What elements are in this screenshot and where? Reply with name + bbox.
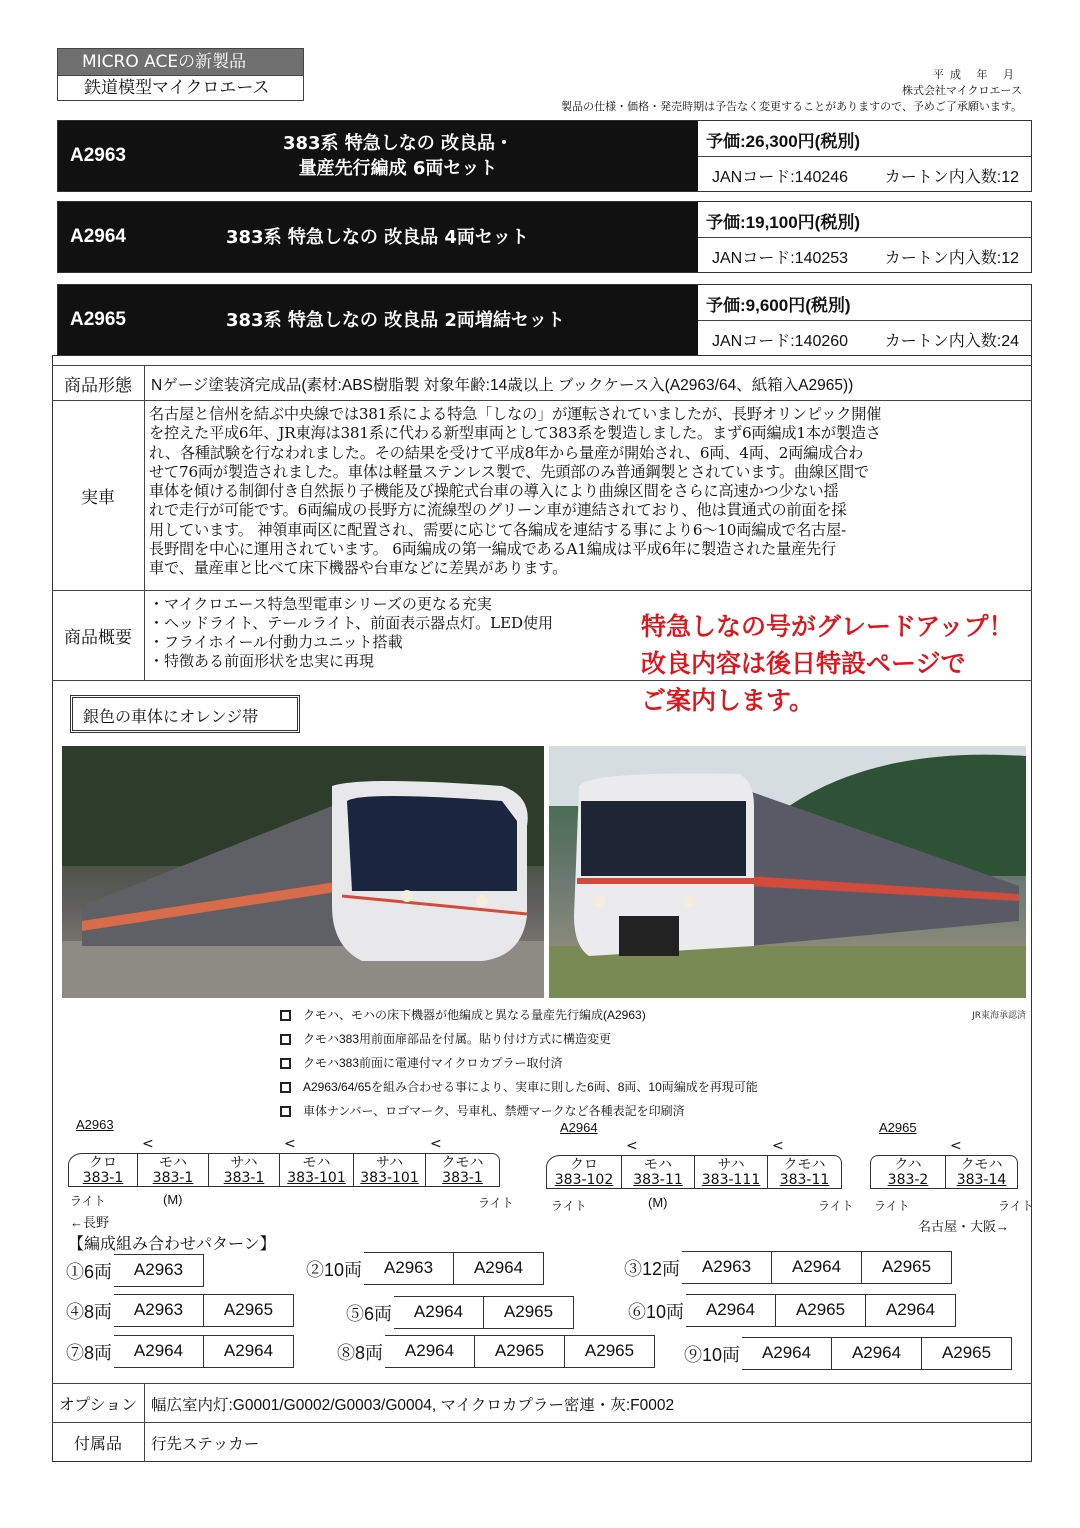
real-train-description	[145, 401, 1032, 590]
car-type: クモハ	[441, 1155, 484, 1171]
pattern-5	[346, 1296, 574, 1329]
product-code: A2965	[70, 309, 126, 330]
pattern-set: A2964	[742, 1337, 832, 1370]
light-label: ライト	[874, 1199, 910, 1213]
product-name-line2: 量産先行編成 6両セット	[298, 158, 498, 179]
desc-line: 車で、量産車と比べて床下機器や台車などに差異があります。	[149, 559, 568, 578]
value-options: 幅広室内灯:G0001/G0002/G0003/G0004, マイクロカプラー密連・灰:F0002	[151, 1397, 675, 1414]
jan-code: JANコード:140246	[712, 169, 849, 186]
pattern-set: A2964	[454, 1252, 544, 1285]
car-type: サハ	[230, 1155, 258, 1171]
car	[209, 1153, 280, 1187]
feature-text: クモハ、モハの床下機器が他編成と異なる量産先行編成(A2963)	[303, 1008, 646, 1022]
car-number: 383-14	[956, 1172, 1007, 1188]
pattern-set: A2964	[772, 1251, 862, 1284]
car	[138, 1136, 209, 1187]
product-info	[698, 202, 1031, 272]
product-jan-row	[698, 321, 1031, 355]
desc-line: 長野間を中心に運用されています。 6両編成の第一編成であるA1編成は平成6年に製造された量産先行	[149, 540, 837, 559]
pattern-8	[337, 1335, 655, 1368]
pattern-set: A2963	[114, 1254, 204, 1287]
power-arrow-icon: <	[430, 1136, 442, 1152]
car-type: クモハ	[783, 1157, 826, 1173]
carton-count: カートン内入数:12	[884, 169, 1019, 186]
pattern-label: ⑥10両	[628, 1301, 685, 1322]
formation-a2965	[870, 1138, 1018, 1189]
car-number: 383-11	[779, 1172, 830, 1188]
car	[870, 1155, 946, 1189]
pattern-set: A2964	[394, 1296, 484, 1329]
label-overview: 商品概要	[52, 591, 145, 680]
car-number: 383-111	[701, 1172, 761, 1188]
pattern-label: ⑤6両	[346, 1303, 393, 1324]
pattern-7	[66, 1335, 294, 1368]
pattern-2	[306, 1252, 544, 1285]
pattern-set: A2963	[114, 1294, 204, 1327]
disclaimer: 製品の仕様・価格・発売時期は予告なく変更することがありますので、予めご了承願います。	[561, 100, 1022, 113]
pattern-set: A2965	[862, 1251, 952, 1284]
formation-label-a2963: A2963	[76, 1117, 114, 1132]
product-title-block	[58, 121, 698, 191]
label-real-train: 実車	[52, 401, 145, 590]
pattern-set: A2965	[484, 1296, 574, 1329]
label-options: オプション	[52, 1384, 145, 1422]
jan-code: JANコード:140253	[712, 250, 849, 267]
pattern-set: A2964	[866, 1294, 956, 1327]
row-options	[52, 1383, 1032, 1423]
formation-a2964	[546, 1138, 842, 1189]
pattern-set: A2965	[922, 1337, 1012, 1370]
jan-code: JANコード:140260	[712, 333, 849, 350]
pattern-set: A2964	[114, 1335, 204, 1368]
car-number: 383-1	[152, 1170, 194, 1186]
car-type: クロ	[570, 1157, 598, 1173]
pattern-set: A2965	[204, 1294, 294, 1327]
car	[280, 1136, 354, 1187]
desc-line: 名古屋と信州を結ぶ中央線では381系による特急「しなの」が運転されていましたが、長野オリンピック開催	[149, 405, 882, 423]
formation-a2963	[68, 1136, 500, 1187]
brand-new-products: MICRO ACEの新製品	[58, 49, 303, 75]
feature-text: クモハ383用前面扉部品を付属。貼り付け方式に構造変更	[303, 1032, 612, 1046]
livery-tag: 銀色の車体にオレンジ帯	[70, 695, 300, 733]
pattern-label: ②10両	[306, 1259, 363, 1280]
company-name: 株式会社マイクロエース	[901, 84, 1022, 97]
row-real-train	[52, 401, 1032, 591]
row-product-form	[52, 366, 1032, 401]
direction-nagoya-osaka: 名古屋・大阪→	[918, 1219, 1010, 1234]
car-number: 383-1	[223, 1170, 265, 1186]
desc-line: 用しています。 神領車両区に配置され、需要に応じて各編成を連結する事により6～10両編成で名古屋-	[149, 520, 847, 539]
checkbox-icon	[280, 1082, 291, 1093]
pattern-set: A2964	[204, 1335, 294, 1368]
product-price: 予価:26,300円(税別)	[698, 121, 1031, 157]
car-type: モハ	[644, 1157, 672, 1173]
carton-count: カートン内入数:12	[884, 250, 1019, 267]
product-name-line1: 383系 特急しなの 改良品 2両増結セット	[226, 310, 565, 331]
pattern-set: A2965	[776, 1294, 866, 1327]
row-accessories	[52, 1423, 1032, 1462]
car-type: モハ	[159, 1155, 187, 1171]
light-label: ライト	[818, 1199, 854, 1213]
car	[768, 1138, 842, 1189]
product-name-line1: 383系 特急しなの 改良品 4両セット	[226, 227, 529, 248]
product-price: 予価:19,100円(税別)	[698, 202, 1031, 238]
pattern-set: A2963	[682, 1251, 772, 1284]
car-type: モハ	[302, 1155, 331, 1171]
product-name-line1: 383系 特急しなの 改良品・	[282, 133, 514, 154]
product-row-a2964	[57, 201, 1032, 273]
car-number: 383-1	[82, 1170, 124, 1186]
product-code: A2964	[70, 226, 126, 247]
car-number: 383-11	[633, 1172, 683, 1188]
feature-item	[280, 1027, 758, 1051]
date-line: 平成 年 月	[933, 68, 1020, 81]
desc-line: れで走行が可能です。6両編成の長野方に流線型のグリーン車が連結されており、他は貫通式の前面を採	[149, 501, 847, 520]
power-arrow-icon: <	[950, 1138, 962, 1154]
feature-item	[280, 1051, 758, 1075]
label-product-form: 商品形態	[52, 366, 145, 400]
train-photo-panorama	[62, 746, 544, 998]
pattern-set: A2964	[385, 1335, 475, 1368]
car-number: 383-101	[287, 1170, 346, 1186]
approval-note: JR東海承認済	[972, 1011, 1026, 1021]
overview-item: ・ヘッドライト、テールライト、前面表示器点灯。LED使用	[149, 614, 554, 632]
formation-label-a2964: A2964	[560, 1120, 598, 1135]
train-photo-illustration	[549, 746, 1026, 998]
desc-line: せて76両が製造されました。車体は軽量ステンレス製で、先頭部のみ普通鋼製とされています。曲線区間で	[149, 462, 869, 481]
table-top-gap	[52, 355, 1032, 366]
pattern-label: ⑨10両	[684, 1344, 741, 1365]
pattern-set: A2964	[832, 1337, 922, 1370]
power-arrow-icon: <	[284, 1136, 296, 1152]
brand-name: 鉄道模型マイクロエース	[58, 75, 303, 100]
train-photo-illustration	[62, 746, 544, 998]
formation-label-a2965: A2965	[879, 1120, 917, 1135]
car-type: クハ	[894, 1157, 922, 1173]
desc-line: れ、各種試験を行なわれました。その結果を受けて平成8年から量産が開始され、6両、4両、2両編成合わ	[149, 443, 864, 462]
light-label: ライト	[478, 1196, 514, 1210]
product-jan-row	[698, 157, 1031, 191]
desc-line: 車体を傾ける制御付き自然振り子機能及び操舵式台車の導入により曲線区間をさらに高速かつ少ない揺	[149, 482, 839, 501]
product-info	[698, 121, 1031, 191]
pattern-label: ③12両	[624, 1258, 681, 1279]
pattern-label: ④8両	[66, 1301, 113, 1322]
direction-nagano: ←長野	[70, 1215, 110, 1230]
label-accessories: 付属品	[52, 1423, 145, 1462]
car-number: 383-1	[442, 1170, 483, 1186]
value-product-form: Nゲージ塗装済完成品(素材:ABS樹脂製 対象年齢:14歳以上 ブックケース入(A2963/64、紙箱入A2965))	[151, 377, 854, 394]
overview-item: ・フライホイール付動力ユニット搭載	[149, 633, 403, 651]
product-code: A2963	[70, 145, 126, 166]
product-jan-row	[698, 238, 1031, 272]
car	[622, 1138, 695, 1189]
train-photo-gangway	[549, 746, 1026, 998]
feature-item	[280, 1075, 758, 1099]
upgrade-notice	[641, 608, 1014, 719]
product-title-block	[58, 202, 698, 272]
product-row-a2965	[57, 284, 1032, 356]
feature-item	[280, 1099, 758, 1123]
car-number: 383-101	[360, 1170, 419, 1186]
motor-label: (M)	[648, 1195, 668, 1210]
product-row-a2963	[57, 120, 1032, 192]
light-label: ライト	[70, 1194, 106, 1208]
pattern-set: A2963	[364, 1252, 454, 1285]
pattern-label: ①6両	[66, 1261, 113, 1282]
overview-item: ・特徴ある前面形状を忠実に再現	[149, 652, 375, 670]
power-arrow-icon: <	[142, 1136, 154, 1152]
pattern-3	[624, 1251, 952, 1284]
checkbox-icon	[280, 1010, 291, 1021]
car	[426, 1136, 500, 1187]
notice-line: 改良内容は後日特設ページで	[641, 649, 966, 678]
pattern-6	[628, 1294, 956, 1327]
desc-line: を控えた平成6年、JR東海は381系に代わる新型車両として383系を製造しました。まず6両編成1本が製造さ	[149, 424, 881, 443]
feature-text: A2963/64/65を組み合わせる事により、実車に則した6両、8両、10両編成を再現可能	[303, 1080, 758, 1094]
feature-list	[280, 1003, 758, 1123]
car-type: サハ	[717, 1157, 745, 1173]
car-type: サハ	[375, 1155, 404, 1171]
car	[695, 1155, 768, 1189]
car	[546, 1155, 622, 1189]
car-type: クモハ	[960, 1157, 1003, 1173]
product-info	[698, 285, 1031, 355]
pattern-1	[66, 1254, 204, 1287]
power-arrow-icon: <	[626, 1138, 638, 1154]
pattern-set: A2965	[475, 1335, 565, 1368]
notice-line: ご案内します。	[641, 686, 815, 715]
feature-text: クモハ383前面に電連付マイクロカプラー取付済	[303, 1056, 563, 1070]
product-title-block	[58, 285, 698, 355]
car-number: 383-2	[887, 1172, 929, 1188]
checkbox-icon	[280, 1058, 291, 1069]
power-arrow-icon: <	[772, 1138, 784, 1154]
pattern-label: ⑦8両	[66, 1342, 113, 1363]
car-type: クロ	[89, 1155, 117, 1171]
pattern-set: A2965	[565, 1335, 655, 1368]
checkbox-icon	[280, 1034, 291, 1045]
motor-label: (M)	[163, 1192, 183, 1207]
car-number: 383-102	[554, 1172, 614, 1188]
carton-count: カートン内入数:24	[884, 333, 1019, 350]
car	[68, 1153, 138, 1187]
car	[946, 1138, 1018, 1189]
light-label: ライト	[551, 1199, 587, 1213]
brand-box	[57, 48, 304, 101]
pattern-9	[684, 1337, 1012, 1370]
patterns-title: 【編成組み合わせパターン】	[68, 1234, 276, 1253]
overview-item: ・マイクロエース特急型電車シリーズの更なる充実	[149, 595, 492, 613]
pattern-set: A2964	[686, 1294, 776, 1327]
feature-text: 車体ナンバー、ロゴマーク、号車札、禁煙マークなど各種表記を印刷済	[303, 1104, 685, 1118]
pattern-label: ⑧8両	[337, 1342, 384, 1363]
value-accessories: 行先ステッカー	[151, 1436, 260, 1453]
light-label: ライト	[998, 1199, 1034, 1213]
feature-item	[280, 1003, 758, 1027]
pattern-4	[66, 1294, 294, 1327]
product-price: 予価:9,600円(税別)	[698, 285, 1031, 321]
notice-line: 特急しなの号がグレードアップ！	[641, 612, 1014, 641]
checkbox-icon	[280, 1106, 291, 1117]
car	[354, 1153, 426, 1187]
